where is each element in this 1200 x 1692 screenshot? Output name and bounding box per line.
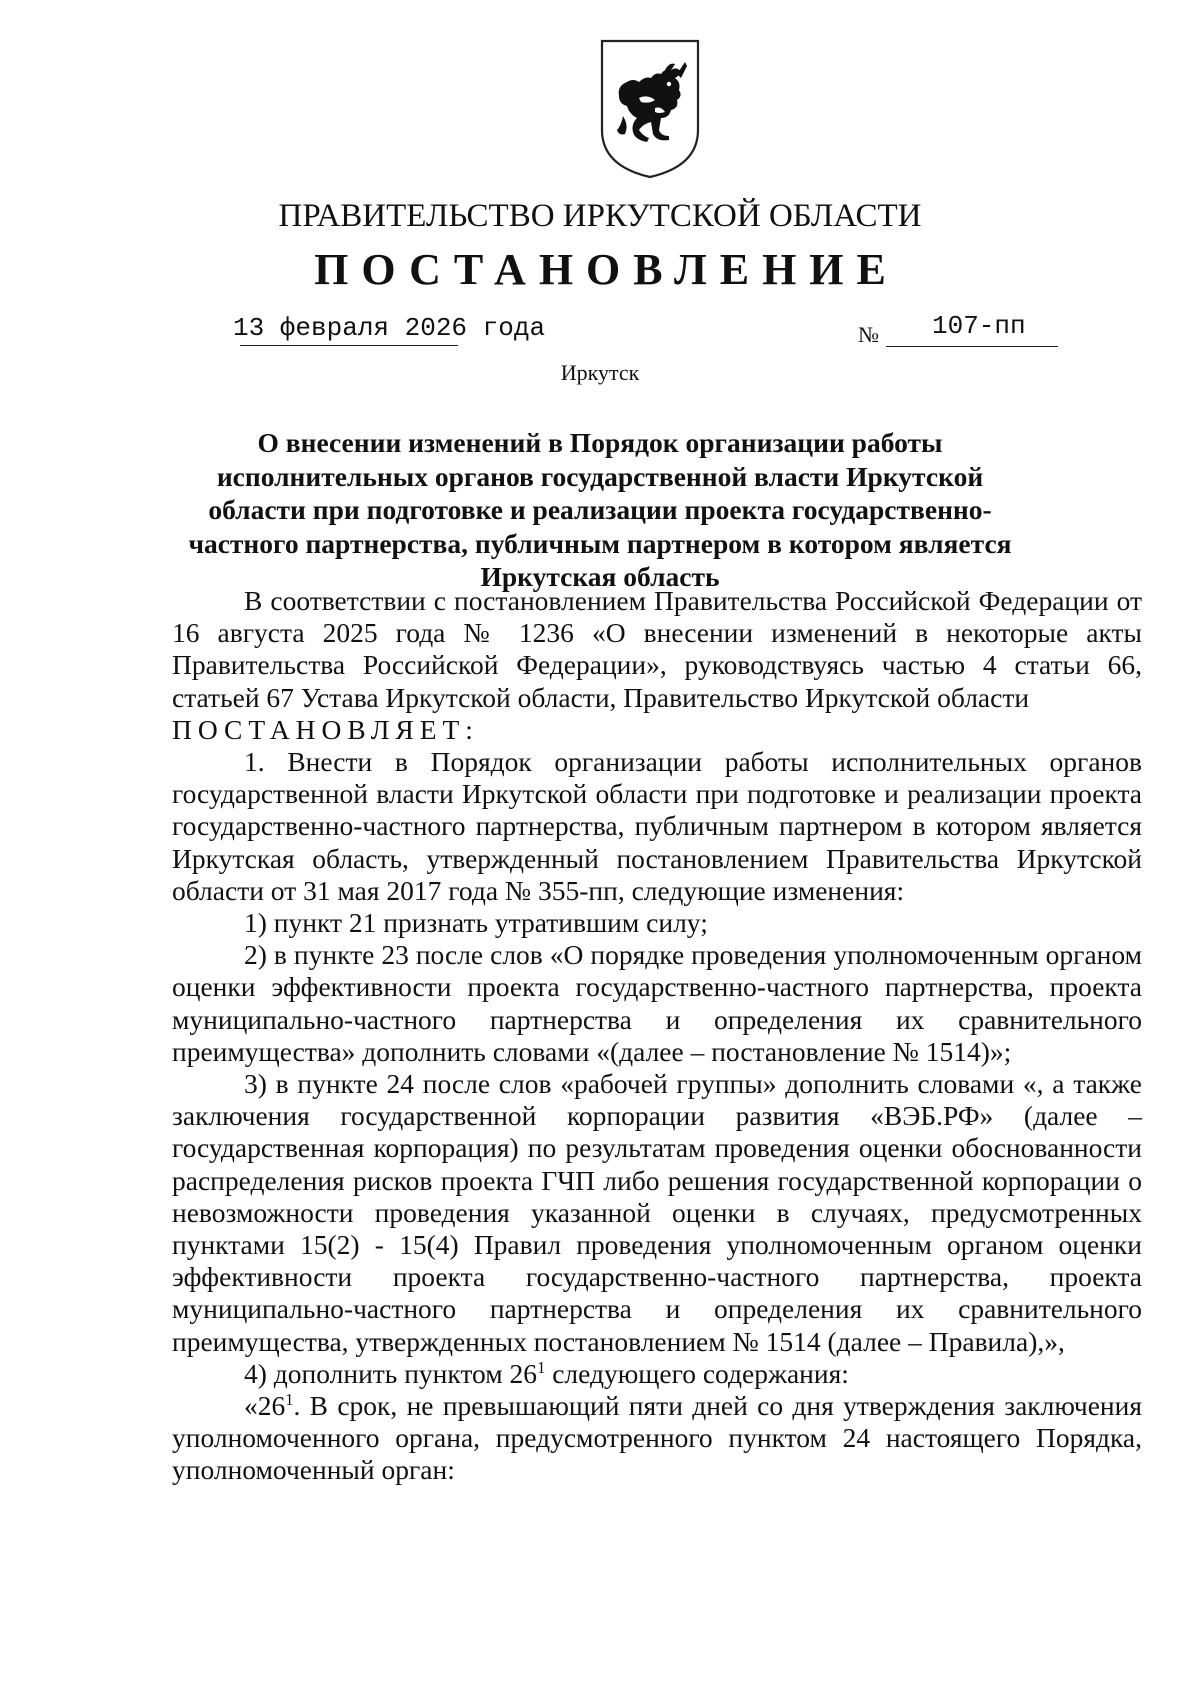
document-body xyxy=(172,585,1142,1487)
number-underline xyxy=(886,346,1058,347)
document-number: 107-пп xyxy=(932,311,1026,341)
resolves-word: ПОСТАНОВЛЯЕТ: xyxy=(172,713,479,745)
resolves-paragraph xyxy=(172,714,1142,746)
sub-item-4-tail: следующего содержания: xyxy=(545,1357,849,1389)
coat-of-arms-emblem xyxy=(599,38,701,180)
quote-text: . В срок, не превышающий пяти дней со дня утверждения заключения уполномоченного органа, предусмотренного пунктом 24 настоящего Порядка, уполномоченный орган: xyxy=(172,1390,1142,1486)
sub-item-1: 1) пункт 21 признать утратившим силу; xyxy=(244,907,708,939)
document-type: ПОСТАНОВЛЕНИЕ xyxy=(314,245,899,294)
sub-item-3: 3) в пункте 24 после слов «рабочей группы» дополнить словами «, а также заключения государственной корпорации развития «ВЭБ.РФ» (далее – государственная корпорация) по результатам проведения оценки обоснованности распределения рисков проекта ГЧП либо решения государственной корпорации о невозможности проведения указанной оценки в случаях, предусмотренных пунктами 15(2) - 15(4) Правил проведения уполномоченным органом оценки эффективности проекта государственно-частного партнерства, проекта муниципально-частного партнерства и определения их сравнительного преимущества, утвержденных постановлением № 1514 (далее – Правила),», xyxy=(172,1068,1142,1357)
sub-item-4 xyxy=(172,1358,1142,1390)
sub-item-4-superscript: 1 xyxy=(537,1357,546,1377)
item-1-paragraph: 1. Внести в Порядок организации работы исполнительных органов государственной власти Иркутской области при подготовке и реализации проекта государственно-частного партнерства, публичным партнером в котором является Иркутская область, утвержденный постановлением Правительства Иркутской области от 31 мая 2017 года № 355-пп, следующие изменения: xyxy=(172,746,1142,906)
document-date: 13 февраля 2026 года xyxy=(233,313,546,343)
quote-superscript: 1 xyxy=(285,1389,294,1409)
city-name: Иркутск xyxy=(560,360,640,385)
preamble-paragraph: В соответствии с постановлением Правительства Российской Федерации от 16 августа 2025 года № 1236 «О внесении изменений в некоторые акты Правительства Российской Федерации», руководствуясь частью 4 статьи 66, статьей 67 Устава Иркутской области, Правительство Иркутской области xyxy=(172,585,1142,713)
quote-open: «26 xyxy=(244,1390,286,1422)
quoted-item-26-1 xyxy=(172,1390,1142,1487)
date-underline xyxy=(240,345,458,346)
sub-item-4-text: 4) дополнить пунктом 26 xyxy=(244,1357,538,1389)
document-title: О внесении изменений в Порядок организации работы исполнительных органов государственной власти Иркутской области при подготовке и реализации проекта государственно-частного партнерства, публичным партнером в котором является Иркутская область xyxy=(188,427,1012,592)
government-name: ПРАВИТЕЛЬСТВО ИРКУТСКОЙ ОБЛАСТИ xyxy=(278,198,922,234)
number-sign: № xyxy=(858,322,879,347)
sub-item-2: 2) в пункте 23 после слов «О порядке проведения уполномоченным органом оценки эффективности проекта государственно-частного партнерства, проекта муниципально-частного партнерства и определения их сравнительного преимущества» дополнить словами «(далее – постановление № 1514)»; xyxy=(172,939,1142,1067)
